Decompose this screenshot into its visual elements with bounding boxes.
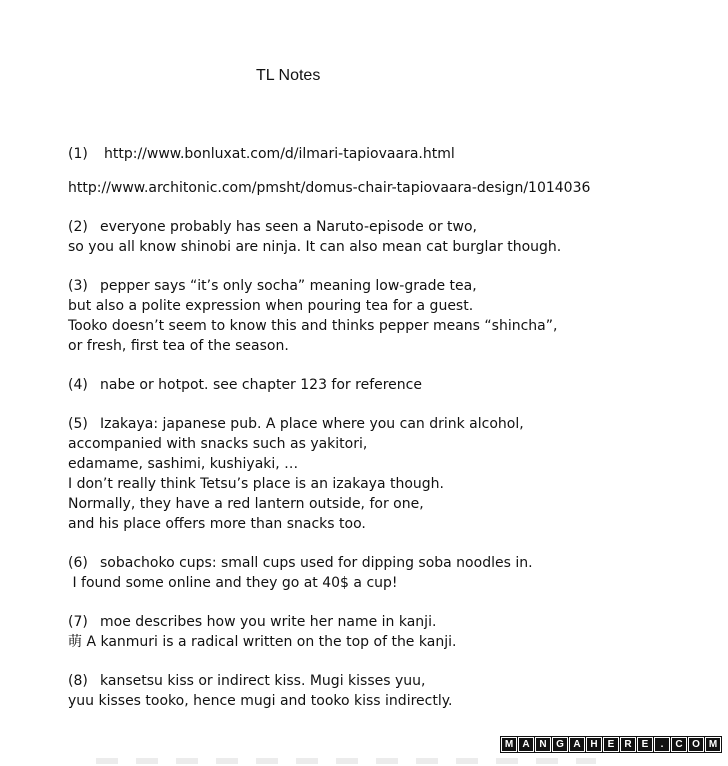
note-1-number: (1) [68,146,88,162]
watermark-letter: A [569,737,585,752]
note-8-text-1: kansetsu kiss or indirect kiss. Mugi kisses yuu, [100,673,426,689]
note-5-line-2: accompanied with snacks such as yakitori, [68,436,368,452]
note-2-number: (2) [68,219,88,235]
note-8-line-1 [68,671,708,691]
note-7-line-2: 萌 A kanmuri is a radical written on the top of the kanji. [68,634,457,650]
note-6-number: (6) [68,555,88,571]
watermark-letter: O [688,737,704,752]
note-4-number: (4) [68,377,88,393]
note-8-number: (8) [68,673,88,689]
note-6-line-2: I found some online and they go at 40$ a cup! [68,575,398,591]
note-1-line-1 [68,144,708,164]
note-6-line-1 [68,553,708,573]
watermark-badge [501,737,722,752]
note-7-line-1 [68,612,708,632]
note-6-text-1: sobachoko cups: small cups used for dipping soba noodles in. [100,555,533,571]
watermark-letter: G [552,737,568,752]
note-7-text-1: moe describes how you write her name in kanji. [100,614,437,630]
note-5-line-4: I don’t really think Tetsu’s place is an izakaya though. [68,476,445,492]
note-3-text-1: pepper says “it’s only socha” meaning low-grade tea, [100,278,477,294]
faint-scan-artifact [96,758,596,764]
note-5-line-3: edamame, sashimi, kushiyaki, … [68,456,299,472]
note-5-line-1 [68,414,708,434]
note-3-line-2: but also a polite expression when pouring tea for a guest. [68,298,474,314]
note-3-line-3: Tooko doesn’t seem to know this and thinks pepper means “shincha”, [68,318,558,334]
note-4-line-1 [68,375,708,395]
note-2-line-2: so you all know shinobi are ninja. It can also mean cat burglar though. [68,239,562,255]
watermark-letter: E [637,737,653,752]
note-3-line-4: or fresh, first tea of the season. [68,338,289,354]
watermark-letter: M [501,737,517,752]
note-2-line-1 [68,217,708,237]
note-1-line-2 [68,178,708,198]
note-2-text-1: everyone probably has seen a Naruto-episode or two, [100,219,477,235]
note-5-number: (5) [68,416,88,432]
note-3-line-1 [68,276,708,296]
note-5-line-5: Normally, they have a red lantern outside, for one, [68,496,424,512]
note-5-text-1: Izakaya: japanese pub. A place where you can drink alcohol, [100,416,524,432]
watermark-letter: R [620,737,636,752]
watermark-letter: N [535,737,551,752]
note-7-number: (7) [68,614,88,630]
note-5-line-6: and his place offers more than snacks too. [68,516,366,532]
notes-body [68,144,708,711]
watermark-letter: M [705,737,721,752]
note-8-line-2: yuu kisses tooko, hence mugi and tooko kiss indirectly. [68,693,453,709]
note-4-text-1: nabe or hotpot. see chapter 123 for reference [100,377,422,393]
note-1-link-1[interactable]: http://www.bonluxat.com/d/ilmari-tapiovaara.html [104,146,455,162]
watermark-letter: . [654,737,670,752]
watermark-letter: A [518,737,534,752]
note-3-number: (3) [68,278,88,294]
page-title: TL Notes [256,67,321,84]
watermark-letter: E [603,737,619,752]
note-1-link-2[interactable]: http://www.architonic.com/pmsht/domus-chair-tapiovaara-design/1014036 [68,180,591,196]
watermark-letter: H [586,737,602,752]
watermark-letter: C [671,737,687,752]
